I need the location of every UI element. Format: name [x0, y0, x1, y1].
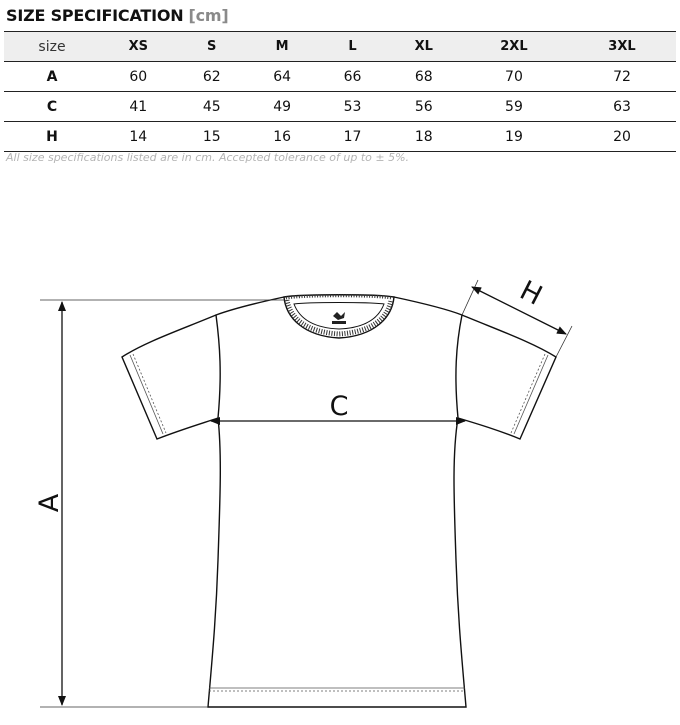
size-header: S [177, 32, 247, 62]
table-cell: 53 [317, 92, 387, 122]
size-header: M [247, 32, 317, 62]
table-cell: 16 [247, 122, 317, 152]
table-cell: 20 [568, 122, 676, 152]
table-cell: 18 [388, 122, 460, 152]
table-cell: 19 [460, 122, 568, 152]
unit-label: [cm] [188, 6, 229, 25]
table-cell: 41 [100, 92, 177, 122]
right-sleeve [458, 315, 556, 439]
size-header: XS [100, 32, 177, 62]
dim-a-label: A [34, 493, 65, 513]
table-cell: 63 [568, 92, 676, 122]
size-header: L [317, 32, 387, 62]
dim-h-extension [462, 280, 478, 315]
table-cell: 59 [460, 92, 568, 122]
size-header: XL [388, 32, 460, 62]
table-cell: 14 [100, 122, 177, 152]
table-cell: 62 [177, 62, 247, 92]
table-cell: 72 [568, 62, 676, 92]
left-sleeve-stitch [130, 355, 163, 434]
table-cell: 68 [388, 62, 460, 92]
tolerance-note: All size specifications listed are in cm. Accepted tolerance of up to ± 5%. [6, 151, 410, 164]
table-cell: 45 [177, 92, 247, 122]
table-cell: 15 [177, 122, 247, 152]
table-cell: 17 [317, 122, 387, 152]
row-label: C [4, 92, 100, 122]
title-text: SIZE SPECIFICATION [6, 6, 184, 25]
dim-c-label: C [329, 391, 349, 422]
table-cell: 56 [388, 92, 460, 122]
table-cell: 70 [460, 62, 568, 92]
table-cell: 64 [247, 62, 317, 92]
right-sleeve-stitch [514, 355, 548, 434]
row-label: A [4, 62, 100, 92]
table-cell: 49 [247, 92, 317, 122]
shirt-body-outline [208, 297, 466, 707]
corner-cell: size [4, 32, 100, 62]
left-sleeve [122, 315, 218, 439]
table-cell: 60 [100, 62, 177, 92]
dim-h-label: H [514, 275, 547, 312]
size-header: 2XL [460, 32, 568, 62]
table-cell: 66 [317, 62, 387, 92]
size-header: 3XL [568, 32, 676, 62]
row-label: H [4, 122, 100, 152]
